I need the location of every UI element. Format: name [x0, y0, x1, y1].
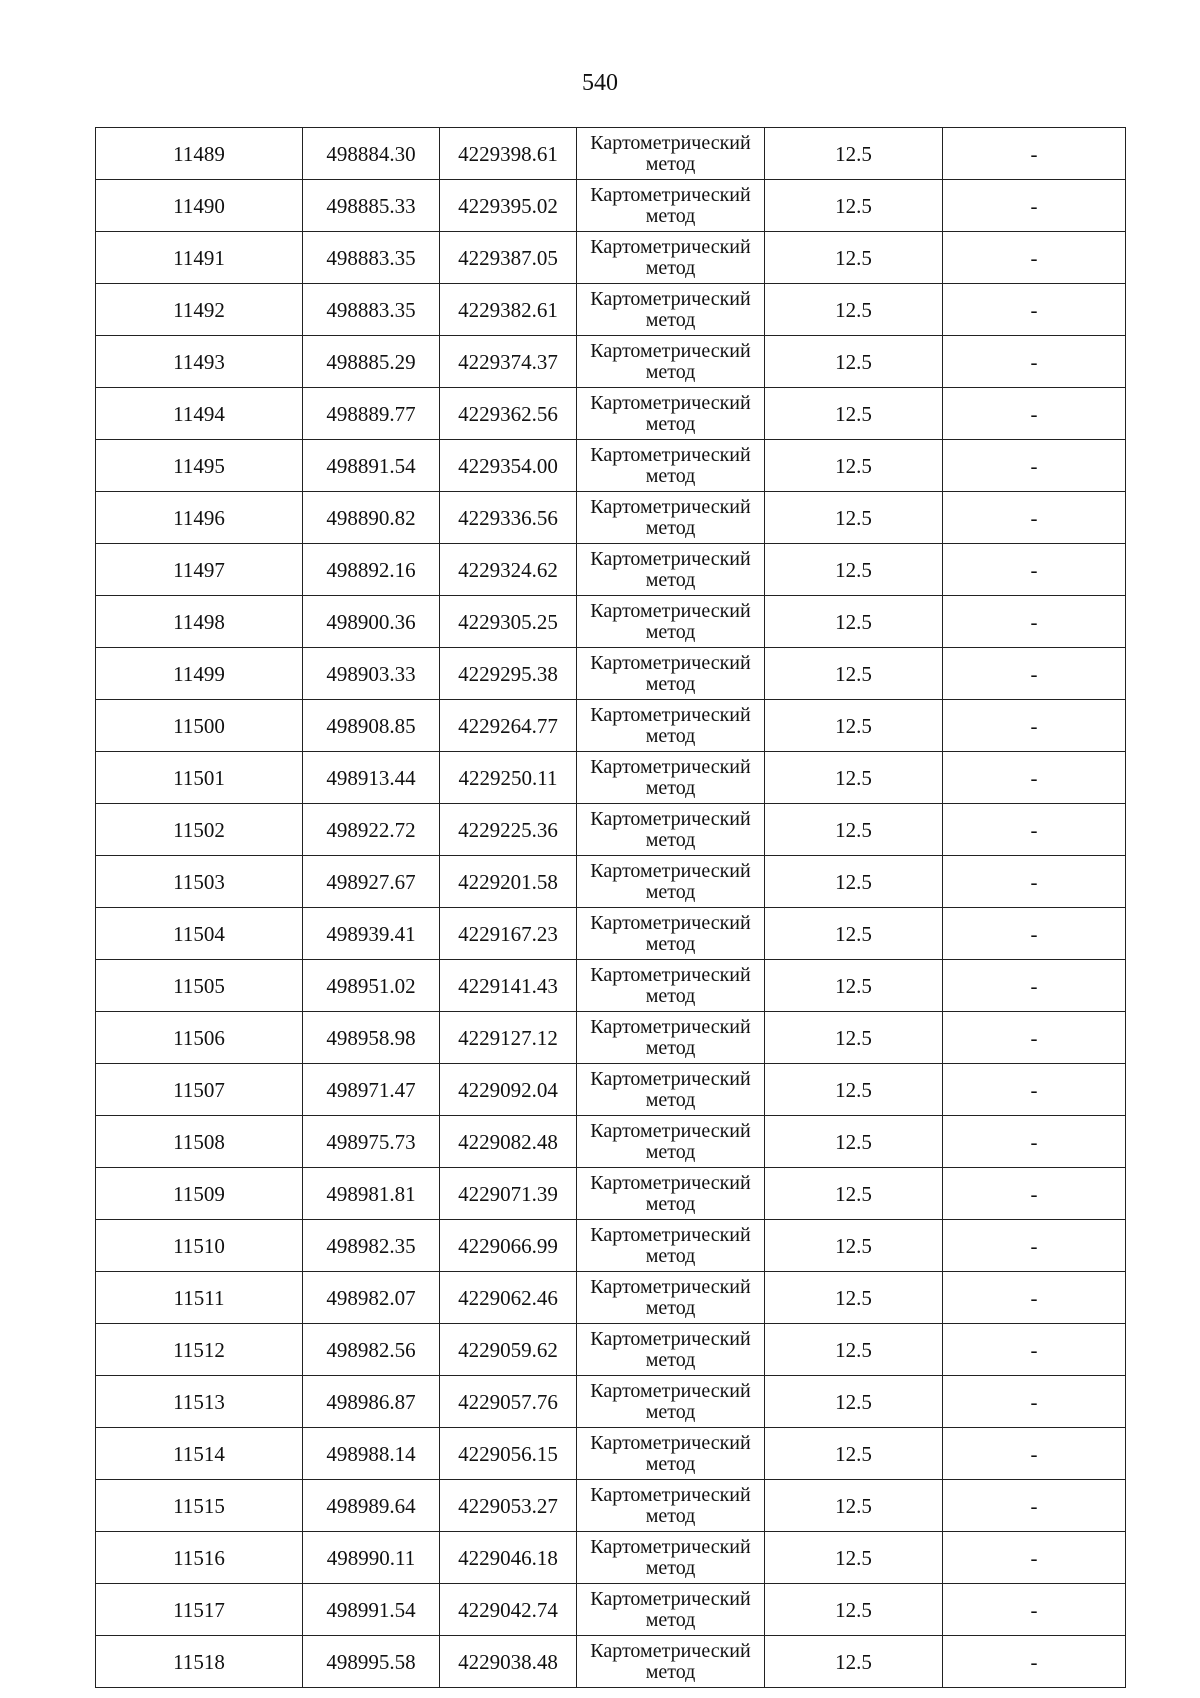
- point-number-cell: 11512: [96, 1324, 303, 1376]
- accuracy-cell: 12.5: [765, 336, 943, 388]
- note-cell: -: [943, 1116, 1126, 1168]
- x-coordinate-cell: 498951.02: [303, 960, 440, 1012]
- note-cell: -: [943, 752, 1126, 804]
- y-coordinate-cell: 4229374.37: [440, 336, 577, 388]
- note-cell: -: [943, 856, 1126, 908]
- accuracy-cell: 12.5: [765, 544, 943, 596]
- note-cell: -: [943, 1480, 1126, 1532]
- point-number-cell: 11518: [96, 1636, 303, 1688]
- point-number-cell: 11517: [96, 1584, 303, 1636]
- method-cell: Картометрический метод: [577, 1428, 765, 1480]
- point-number-cell: 11497: [96, 544, 303, 596]
- x-coordinate-cell: 498903.33: [303, 648, 440, 700]
- point-number-cell: 11509: [96, 1168, 303, 1220]
- accuracy-cell: 12.5: [765, 1324, 943, 1376]
- method-cell: Картометрический метод: [577, 544, 765, 596]
- note-cell: -: [943, 232, 1126, 284]
- note-cell: -: [943, 596, 1126, 648]
- accuracy-cell: 12.5: [765, 1220, 943, 1272]
- point-number-cell: 11511: [96, 1272, 303, 1324]
- point-number-cell: 11503: [96, 856, 303, 908]
- accuracy-cell: 12.5: [765, 908, 943, 960]
- x-coordinate-cell: 498971.47: [303, 1064, 440, 1116]
- table-row: [96, 1064, 1126, 1116]
- point-number-cell: 11498: [96, 596, 303, 648]
- y-coordinate-cell: 4229059.62: [440, 1324, 577, 1376]
- method-cell: Картометрический метод: [577, 908, 765, 960]
- method-cell: Картометрический метод: [577, 1584, 765, 1636]
- point-number-cell: 11492: [96, 284, 303, 336]
- table-row: [96, 1012, 1126, 1064]
- table-row: [96, 492, 1126, 544]
- note-cell: -: [943, 180, 1126, 232]
- method-cell: Картометрический метод: [577, 1636, 765, 1688]
- table-row: [96, 908, 1126, 960]
- accuracy-cell: 12.5: [765, 492, 943, 544]
- note-cell: -: [943, 388, 1126, 440]
- x-coordinate-cell: 498884.30: [303, 128, 440, 180]
- y-coordinate-cell: 4229362.56: [440, 388, 577, 440]
- method-cell: Картометрический метод: [577, 1064, 765, 1116]
- x-coordinate-cell: 498927.67: [303, 856, 440, 908]
- table-row: [96, 1532, 1126, 1584]
- accuracy-cell: 12.5: [765, 128, 943, 180]
- method-cell: Картометрический метод: [577, 1376, 765, 1428]
- table-row: [96, 960, 1126, 1012]
- x-coordinate-cell: 498883.35: [303, 232, 440, 284]
- x-coordinate-cell: 498913.44: [303, 752, 440, 804]
- accuracy-cell: 12.5: [765, 1064, 943, 1116]
- table-row: [96, 1584, 1126, 1636]
- note-cell: -: [943, 1428, 1126, 1480]
- accuracy-cell: 12.5: [765, 648, 943, 700]
- table-row: [96, 180, 1126, 232]
- point-number-cell: 11508: [96, 1116, 303, 1168]
- x-coordinate-cell: 498982.56: [303, 1324, 440, 1376]
- note-cell: -: [943, 336, 1126, 388]
- y-coordinate-cell: 4229201.58: [440, 856, 577, 908]
- table-row: [96, 1428, 1126, 1480]
- y-coordinate-cell: 4229354.00: [440, 440, 577, 492]
- method-cell: Картометрический метод: [577, 1324, 765, 1376]
- table-row: [96, 544, 1126, 596]
- point-number-cell: 11491: [96, 232, 303, 284]
- accuracy-cell: 12.5: [765, 1168, 943, 1220]
- y-coordinate-cell: 4229398.61: [440, 128, 577, 180]
- point-number-cell: 11500: [96, 700, 303, 752]
- x-coordinate-cell: 498989.64: [303, 1480, 440, 1532]
- y-coordinate-cell: 4229382.61: [440, 284, 577, 336]
- y-coordinate-cell: 4229056.15: [440, 1428, 577, 1480]
- point-number-cell: 11504: [96, 908, 303, 960]
- table-row: [96, 1220, 1126, 1272]
- note-cell: -: [943, 1220, 1126, 1272]
- x-coordinate-cell: 498885.29: [303, 336, 440, 388]
- point-number-cell: 11499: [96, 648, 303, 700]
- method-cell: Картометрический метод: [577, 1480, 765, 1532]
- accuracy-cell: 12.5: [765, 1012, 943, 1064]
- y-coordinate-cell: 4229066.99: [440, 1220, 577, 1272]
- accuracy-cell: 12.5: [765, 752, 943, 804]
- method-cell: Картометрический метод: [577, 752, 765, 804]
- note-cell: -: [943, 1064, 1126, 1116]
- note-cell: -: [943, 648, 1126, 700]
- method-cell: Картометрический метод: [577, 388, 765, 440]
- y-coordinate-cell: 4229092.04: [440, 1064, 577, 1116]
- table-row: [96, 752, 1126, 804]
- x-coordinate-cell: 498995.58: [303, 1636, 440, 1688]
- table-row: [96, 596, 1126, 648]
- accuracy-cell: 12.5: [765, 1116, 943, 1168]
- accuracy-cell: 12.5: [765, 1376, 943, 1428]
- y-coordinate-cell: 4229127.12: [440, 1012, 577, 1064]
- note-cell: -: [943, 492, 1126, 544]
- accuracy-cell: 12.5: [765, 440, 943, 492]
- accuracy-cell: 12.5: [765, 1480, 943, 1532]
- x-coordinate-cell: 498988.14: [303, 1428, 440, 1480]
- x-coordinate-cell: 498975.73: [303, 1116, 440, 1168]
- y-coordinate-cell: 4229225.36: [440, 804, 577, 856]
- accuracy-cell: 12.5: [765, 180, 943, 232]
- table-row: [96, 1636, 1126, 1688]
- accuracy-cell: 12.5: [765, 1636, 943, 1688]
- x-coordinate-cell: 498892.16: [303, 544, 440, 596]
- coordinates-table: [95, 127, 1126, 1688]
- accuracy-cell: 12.5: [765, 700, 943, 752]
- note-cell: -: [943, 1272, 1126, 1324]
- note-cell: -: [943, 1584, 1126, 1636]
- table-row: [96, 440, 1126, 492]
- method-cell: Картометрический метод: [577, 492, 765, 544]
- accuracy-cell: 12.5: [765, 388, 943, 440]
- y-coordinate-cell: 4229305.25: [440, 596, 577, 648]
- y-coordinate-cell: 4229295.38: [440, 648, 577, 700]
- note-cell: -: [943, 284, 1126, 336]
- point-number-cell: 11516: [96, 1532, 303, 1584]
- method-cell: Картометрический метод: [577, 128, 765, 180]
- note-cell: -: [943, 1376, 1126, 1428]
- point-number-cell: 11514: [96, 1428, 303, 1480]
- x-coordinate-cell: 498986.87: [303, 1376, 440, 1428]
- point-number-cell: 11507: [96, 1064, 303, 1116]
- method-cell: Картометрический метод: [577, 1012, 765, 1064]
- method-cell: Картометрический метод: [577, 856, 765, 908]
- x-coordinate-cell: 498891.54: [303, 440, 440, 492]
- accuracy-cell: 12.5: [765, 960, 943, 1012]
- x-coordinate-cell: 498900.36: [303, 596, 440, 648]
- point-number-cell: 11506: [96, 1012, 303, 1064]
- method-cell: Картометрический метод: [577, 1168, 765, 1220]
- y-coordinate-cell: 4229141.43: [440, 960, 577, 1012]
- note-cell: -: [943, 960, 1126, 1012]
- accuracy-cell: 12.5: [765, 232, 943, 284]
- y-coordinate-cell: 4229336.56: [440, 492, 577, 544]
- method-cell: Картометрический метод: [577, 1272, 765, 1324]
- note-cell: -: [943, 1324, 1126, 1376]
- table-row: [96, 856, 1126, 908]
- method-cell: Картометрический метод: [577, 804, 765, 856]
- method-cell: Картометрический метод: [577, 1220, 765, 1272]
- y-coordinate-cell: 4229324.62: [440, 544, 577, 596]
- y-coordinate-cell: 4229167.23: [440, 908, 577, 960]
- method-cell: Картометрический метод: [577, 440, 765, 492]
- y-coordinate-cell: 4229038.48: [440, 1636, 577, 1688]
- y-coordinate-cell: 4229071.39: [440, 1168, 577, 1220]
- x-coordinate-cell: 498889.77: [303, 388, 440, 440]
- note-cell: -: [943, 544, 1126, 596]
- method-cell: Картометрический метод: [577, 648, 765, 700]
- x-coordinate-cell: 498908.85: [303, 700, 440, 752]
- x-coordinate-cell: 498922.72: [303, 804, 440, 856]
- note-cell: -: [943, 700, 1126, 752]
- note-cell: -: [943, 1636, 1126, 1688]
- method-cell: Картометрический метод: [577, 1532, 765, 1584]
- x-coordinate-cell: 498982.35: [303, 1220, 440, 1272]
- note-cell: -: [943, 1012, 1126, 1064]
- note-cell: -: [943, 1168, 1126, 1220]
- table-row: [96, 1376, 1126, 1428]
- x-coordinate-cell: 498890.82: [303, 492, 440, 544]
- x-coordinate-cell: 498885.33: [303, 180, 440, 232]
- note-cell: -: [943, 440, 1126, 492]
- x-coordinate-cell: 498939.41: [303, 908, 440, 960]
- x-coordinate-cell: 498981.81: [303, 1168, 440, 1220]
- accuracy-cell: 12.5: [765, 804, 943, 856]
- accuracy-cell: 12.5: [765, 284, 943, 336]
- method-cell: Картометрический метод: [577, 180, 765, 232]
- y-coordinate-cell: 4229057.76: [440, 1376, 577, 1428]
- point-number-cell: 11505: [96, 960, 303, 1012]
- note-cell: -: [943, 804, 1126, 856]
- point-number-cell: 11496: [96, 492, 303, 544]
- y-coordinate-cell: 4229046.18: [440, 1532, 577, 1584]
- accuracy-cell: 12.5: [765, 596, 943, 648]
- x-coordinate-cell: 498990.11: [303, 1532, 440, 1584]
- method-cell: Картометрический метод: [577, 596, 765, 648]
- x-coordinate-cell: 498991.54: [303, 1584, 440, 1636]
- table-row: [96, 388, 1126, 440]
- method-cell: Картометрический метод: [577, 960, 765, 1012]
- note-cell: -: [943, 908, 1126, 960]
- y-coordinate-cell: 4229387.05: [440, 232, 577, 284]
- point-number-cell: 11494: [96, 388, 303, 440]
- table-row: [96, 1116, 1126, 1168]
- method-cell: Картометрический метод: [577, 232, 765, 284]
- y-coordinate-cell: 4229053.27: [440, 1480, 577, 1532]
- accuracy-cell: 12.5: [765, 1428, 943, 1480]
- table-row: [96, 1272, 1126, 1324]
- accuracy-cell: 12.5: [765, 1272, 943, 1324]
- y-coordinate-cell: 4229082.48: [440, 1116, 577, 1168]
- x-coordinate-cell: 498883.35: [303, 284, 440, 336]
- table-row: [96, 128, 1126, 180]
- x-coordinate-cell: 498982.07: [303, 1272, 440, 1324]
- method-cell: Картометрический метод: [577, 1116, 765, 1168]
- table-row: [96, 700, 1126, 752]
- point-number-cell: 11513: [96, 1376, 303, 1428]
- y-coordinate-cell: 4229264.77: [440, 700, 577, 752]
- method-cell: Картометрический метод: [577, 700, 765, 752]
- accuracy-cell: 12.5: [765, 856, 943, 908]
- page-number: 540: [582, 70, 618, 96]
- point-number-cell: 11502: [96, 804, 303, 856]
- table-row: [96, 336, 1126, 388]
- point-number-cell: 11515: [96, 1480, 303, 1532]
- table-row: [96, 1480, 1126, 1532]
- point-number-cell: 11493: [96, 336, 303, 388]
- table-row: [96, 804, 1126, 856]
- point-number-cell: 11510: [96, 1220, 303, 1272]
- table-body: [96, 128, 1126, 1688]
- method-cell: Картометрический метод: [577, 336, 765, 388]
- table-row: [96, 232, 1126, 284]
- point-number-cell: 11495: [96, 440, 303, 492]
- note-cell: -: [943, 128, 1126, 180]
- accuracy-cell: 12.5: [765, 1584, 943, 1636]
- point-number-cell: 11490: [96, 180, 303, 232]
- y-coordinate-cell: 4229062.46: [440, 1272, 577, 1324]
- point-number-cell: 11501: [96, 752, 303, 804]
- note-cell: -: [943, 1532, 1126, 1584]
- y-coordinate-cell: 4229042.74: [440, 1584, 577, 1636]
- table-row: [96, 648, 1126, 700]
- table-row: [96, 1168, 1126, 1220]
- y-coordinate-cell: 4229395.02: [440, 180, 577, 232]
- table-row: [96, 284, 1126, 336]
- y-coordinate-cell: 4229250.11: [440, 752, 577, 804]
- x-coordinate-cell: 498958.98: [303, 1012, 440, 1064]
- method-cell: Картометрический метод: [577, 284, 765, 336]
- accuracy-cell: 12.5: [765, 1532, 943, 1584]
- point-number-cell: 11489: [96, 128, 303, 180]
- table-row: [96, 1324, 1126, 1376]
